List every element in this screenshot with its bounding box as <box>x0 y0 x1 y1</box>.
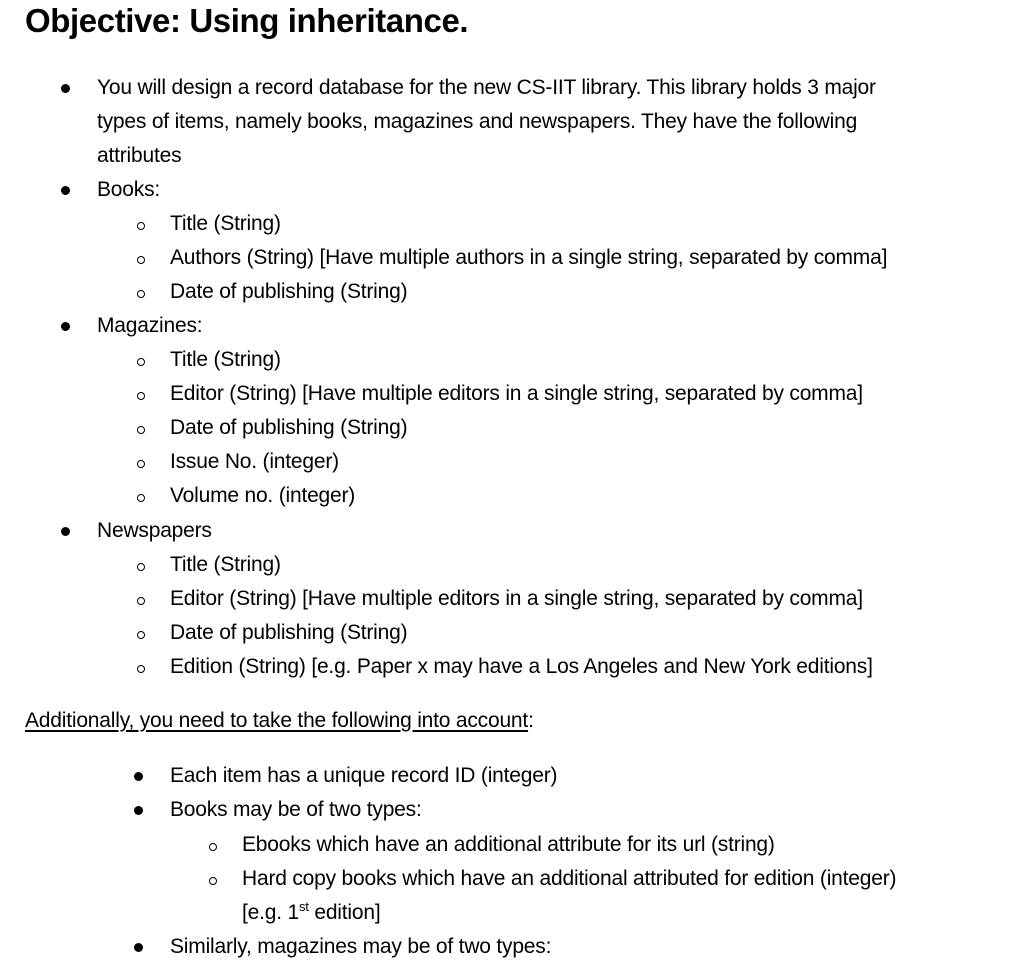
record-id-line: Each item has a unique record ID (integer) <box>170 764 558 787</box>
bullet-icon <box>134 806 143 815</box>
sub-bullet-icon <box>137 563 145 571</box>
sub-bullet-icon <box>137 597 145 605</box>
sub-bullet-icon <box>137 426 145 434</box>
bullet-icon <box>61 527 70 536</box>
newspapers-item: Editor (String) [Have multiple editors in a single string, separated by comma] <box>170 587 863 610</box>
magazines-item: Volume no. (integer) <box>170 484 356 507</box>
sub-bullet-icon <box>137 358 145 366</box>
bullet-icon <box>61 322 70 331</box>
hardcopy-example-sup: st <box>298 899 309 914</box>
sub-bullet-icon <box>137 392 145 400</box>
sub-bullet-icon <box>209 877 217 885</box>
hardcopy-example-prefix: [e.g. 1 <box>242 901 299 924</box>
magazines-heading: Magazines: <box>97 314 203 337</box>
additional-heading <box>25 704 534 738</box>
books-item: Authors (String) [Have multiple authors in a single string, separated by comma] <box>170 246 888 269</box>
additional-heading-colon: : <box>528 709 534 732</box>
magazines-item: Date of publishing (String) <box>170 416 408 439</box>
sub-bullet-icon <box>137 460 145 468</box>
books-heading: Books: <box>97 178 160 201</box>
books-item: Title (String) <box>170 212 281 235</box>
bullet-icon <box>134 943 143 952</box>
sub-bullet-icon <box>209 843 217 851</box>
intro-line-2: types of items, namely books, magazines and newspapers. They have the following <box>97 110 858 133</box>
hardcopy-line: Hard copy books which have an additional attributed for edition (integer) <box>242 867 897 890</box>
sub-bullet-icon <box>137 290 145 298</box>
hardcopy-example-line <box>242 896 380 930</box>
newspapers-heading: Newspapers <box>97 519 212 542</box>
sub-bullet-icon <box>137 222 145 230</box>
magazines-types-line: Similarly, magazines may be of two types: <box>170 935 552 958</box>
sub-bullet-icon <box>137 494 145 502</box>
books-item: Date of publishing (String) <box>170 280 408 303</box>
hardcopy-example-suffix: edition] <box>308 901 381 924</box>
bullet-icon <box>61 186 70 195</box>
sub-bullet-icon <box>137 256 145 264</box>
sub-bullet-icon <box>137 631 145 639</box>
newspapers-item: Title (String) <box>170 553 281 576</box>
books-types-line: Books may be of two types: <box>170 798 422 821</box>
magazines-item: Title (String) <box>170 348 281 371</box>
newspapers-item: Edition (String) [e.g. Paper x may have a Los Angeles and New York editions] <box>170 655 873 678</box>
sub-bullet-icon <box>137 665 145 673</box>
magazines-item: Editor (String) [Have multiple editors in a single string, separated by comma] <box>170 382 863 405</box>
magazines-item: Issue No. (integer) <box>170 450 339 473</box>
ebooks-line: Ebooks which have an additional attribute for its url (string) <box>242 833 775 856</box>
page-title: Objective: Using inheritance. <box>25 2 469 39</box>
newspapers-item: Date of publishing (String) <box>170 621 408 644</box>
bullet-icon <box>134 772 143 781</box>
intro-line-1: You will design a record database for the new CS-IIT library. This library holds 3 major <box>97 76 876 99</box>
additional-heading-text: Additionally, you need to take the following into account <box>25 709 529 732</box>
intro-line-3: attributes <box>97 144 182 167</box>
bullet-icon <box>61 84 70 93</box>
